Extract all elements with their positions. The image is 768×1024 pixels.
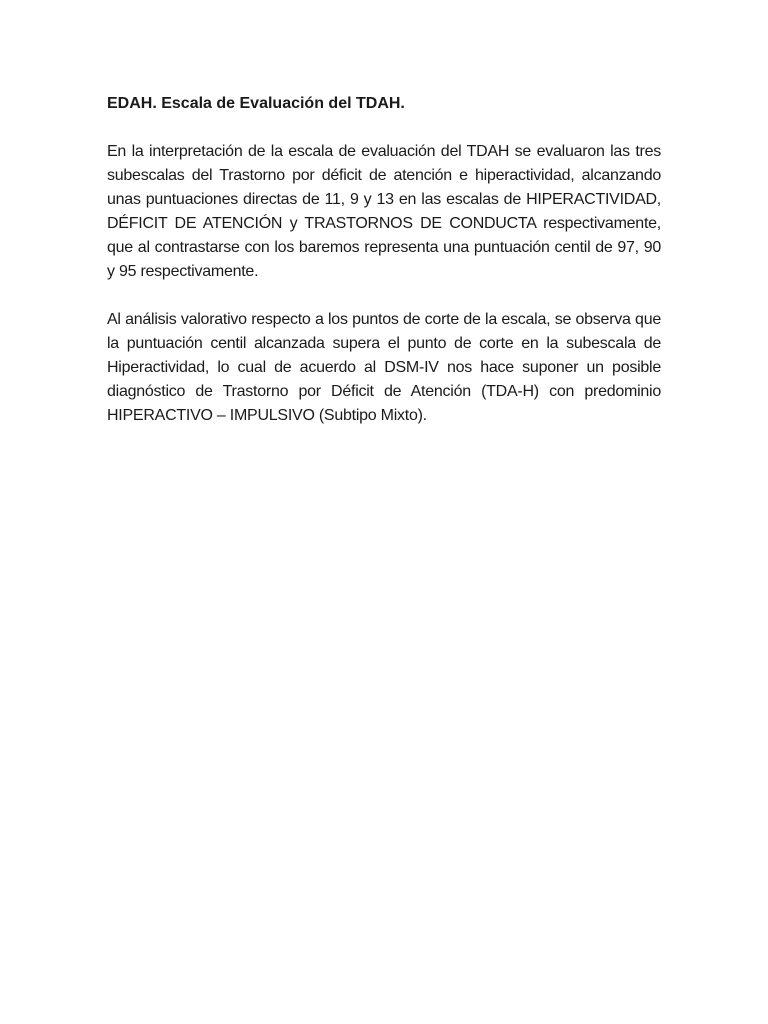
document-body (107, 92, 661, 452)
paragraph-interpretation: En la interpretación de la escala de evaluación del TDAH se evaluaron las tres subescalas del Trastorno por déficit de atención e hiperactividad, alcanzando unas puntuaciones directas de 11, 9 y 13 en las escalas de HIPERACTIVIDAD, DÉFICIT DE ATENCIÓN y TRASTORNOS DE CONDUCTA respectivamente, que al contrastarse con los baremos representa una puntuación centil de 97, 90 y 95 respectivamente. (107, 143, 661, 280)
paragraph-analysis: Al análisis valorativo respecto a los puntos de corte de la escala, se observa que la puntuación centil alcanzada supera el punto de corte en la subescala de Hiperactividad, lo cual de acuerdo al DSM-IV nos hace suponer un posible diagnóstico de Trastorno por Déficit de Atención (TDA-H) con predominio HIPERACTIVO – IMPULSIVO (Subtipo Mixto). (107, 311, 661, 424)
document-title: EDAH. Escala de Evaluación del TDAH. (107, 95, 405, 112)
